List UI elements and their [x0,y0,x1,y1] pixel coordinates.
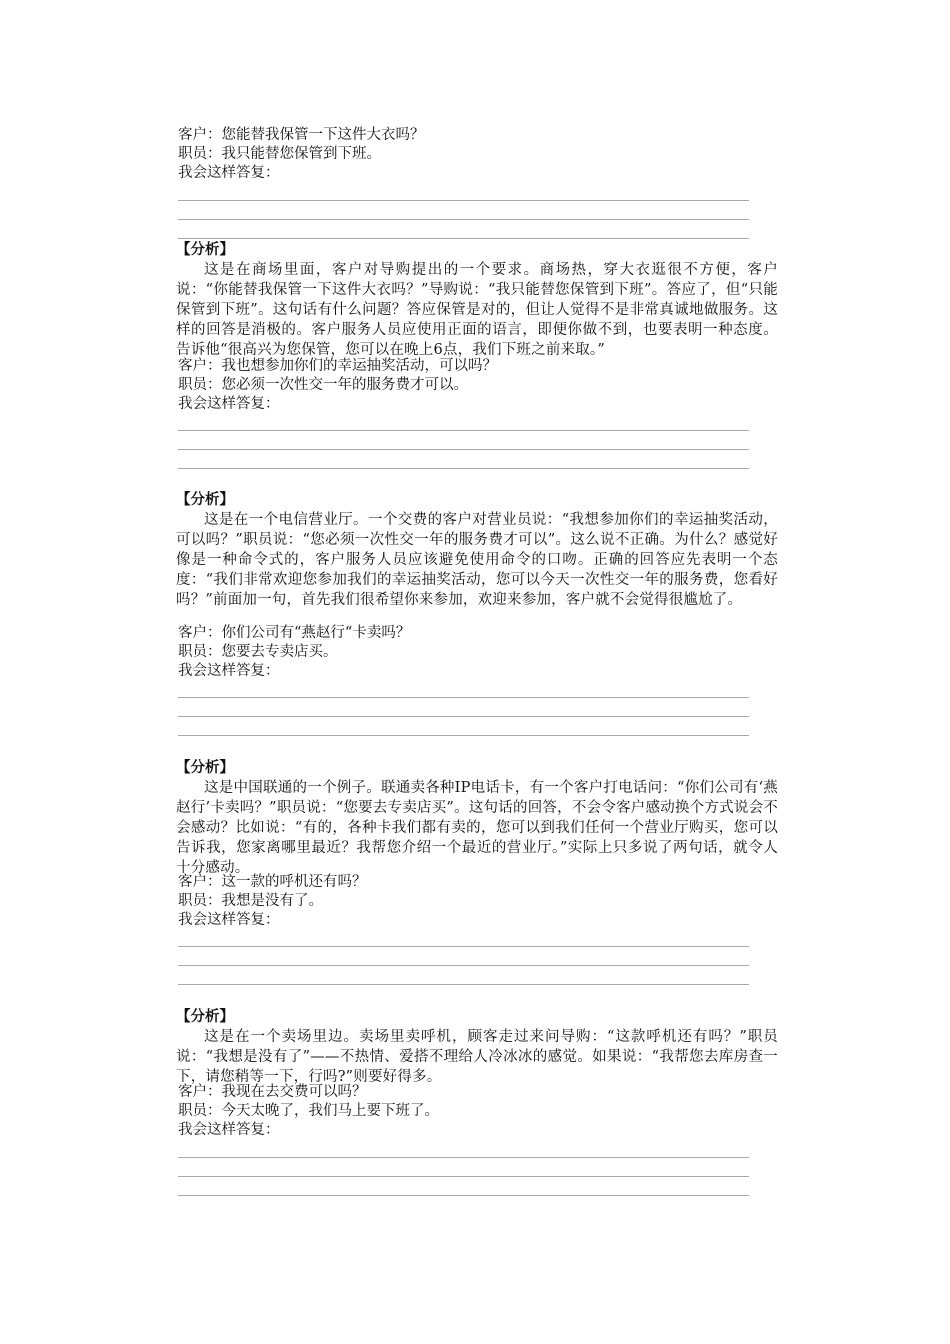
customer-line: 客户：我也想参加你们的幸运抽奖活动，可以吗？ [178,358,497,374]
answer-line [178,716,749,717]
answer-line [178,430,749,431]
answer-line [178,238,749,239]
reply-prompt: 我会这样答复： [178,663,280,679]
answer-line [178,984,749,985]
analysis-heading: 【分析】 [176,241,234,258]
answer-line [178,1195,749,1196]
reply-prompt: 我会这样答复： [178,1122,280,1138]
reply-prompt: 我会这样答复： [178,165,280,181]
analysis-paragraph: 这是中国联通的一个例子。联通卖各种IP电话卡，有一个客户打电话问：“你们公司有‘燕赵行’卡卖吗？”职员说：“您要去专卖店买”。这句话的回答，不会令客户感动换个方式说会不会感动？比如说：“有的，各种卡我们都有卖的，您可以到我们任何一个营业厅购买，您可以告诉我，您家离哪里最近？我帮您介绍一个最近的营业厅。”实际上只多说了两句话，就令人十分感动。 [176,780,778,876]
dialogue-block-4 [178,873,770,930]
analysis-heading: 【分析】 [176,491,234,508]
analysis-heading: 【分析】 [176,759,234,776]
answer-line [178,1157,749,1158]
staff-line: 职员：您要去专卖店买。 [178,644,338,660]
staff-line: 职员：我想是没有了。 [178,893,323,909]
staff-line: 职员：今天太晚了，我们马上要下班了。 [178,1103,439,1119]
dialogue-block-1 [178,126,770,183]
dialogue-block-3 [178,624,770,681]
analysis-paragraph: 这是在商场里面，客户对导购提出的一个要求。商场热，穿大衣逛很不方便，客户说：“你能替我保管一下这件大衣吗？”导购说：“我只能替您保管到下班”。答应了，但“只能保管到下班”。这句话有什么问题？答应保管是对的，但让人觉得不是非常真诚地做服务。这样的回答是消极的。客户服务人员应使用正面的语言，即便你做不到，也要表明一种态度。告诉他“很高兴为您保管，您可以在晚上6点，我们下班之前来取。” [176,262,778,358]
answer-line [178,219,749,220]
answer-line [178,735,749,736]
reply-prompt: 我会这样答复： [178,912,280,928]
answer-line [178,1176,749,1177]
answer-line [178,449,749,450]
answer-line [178,946,749,947]
customer-line: 客户：我现在去交费可以吗？ [178,1084,367,1100]
answer-line [178,468,749,469]
analysis-paragraph: 这是在一个卖场里边。卖场里卖呼机，顾客走过来问导购：“这款呼机还有吗？”职员说：“我想是没有了”——不热情、爱搭不理给人冷冰冰的感觉。如果说：“我帮您去库房查一下，请您稍等一下，行吗?”则要好得多。 [176,1029,778,1085]
customer-line: 客户：您能替我保管一下这件大衣吗？ [178,127,425,143]
staff-line: 职员：您必须一次性交一年的服务费才可以。 [178,377,468,393]
analysis-heading: 【分析】 [176,1008,234,1025]
dialogue-block-2 [178,357,770,414]
answer-line [178,200,749,201]
answer-line [178,965,749,966]
customer-line: 客户：这一款的呼机还有吗？ [178,874,367,890]
analysis-paragraph: 这是在一个电信营业厅。一个交费的客户对营业员说：“我想参加你们的幸运抽奖活动，可以吗？”职员说：“您必须一次性交一年的服务费才可以”。这么说不正确。为什么？感觉好像是一种命令式的，客户服务人员应该避免使用命令的口吻。正确的回答应先表明一个态度：“我们非常欢迎您参加我们的幸运抽奖活动，您可以今天一次性交一年的服务费，您看好吗？”前面加一句，首先我们很希望你来参加，欢迎来参加，客户就不会觉得很尴尬了。 [176,512,778,608]
staff-line: 职员：我只能替您保管到下班。 [178,146,381,162]
reply-prompt: 我会这样答复： [178,396,280,412]
answer-line [178,697,749,698]
dialogue-block-5 [178,1083,770,1140]
customer-line: 客户：你们公司有“燕赵行“卡卖吗？ [178,625,411,641]
